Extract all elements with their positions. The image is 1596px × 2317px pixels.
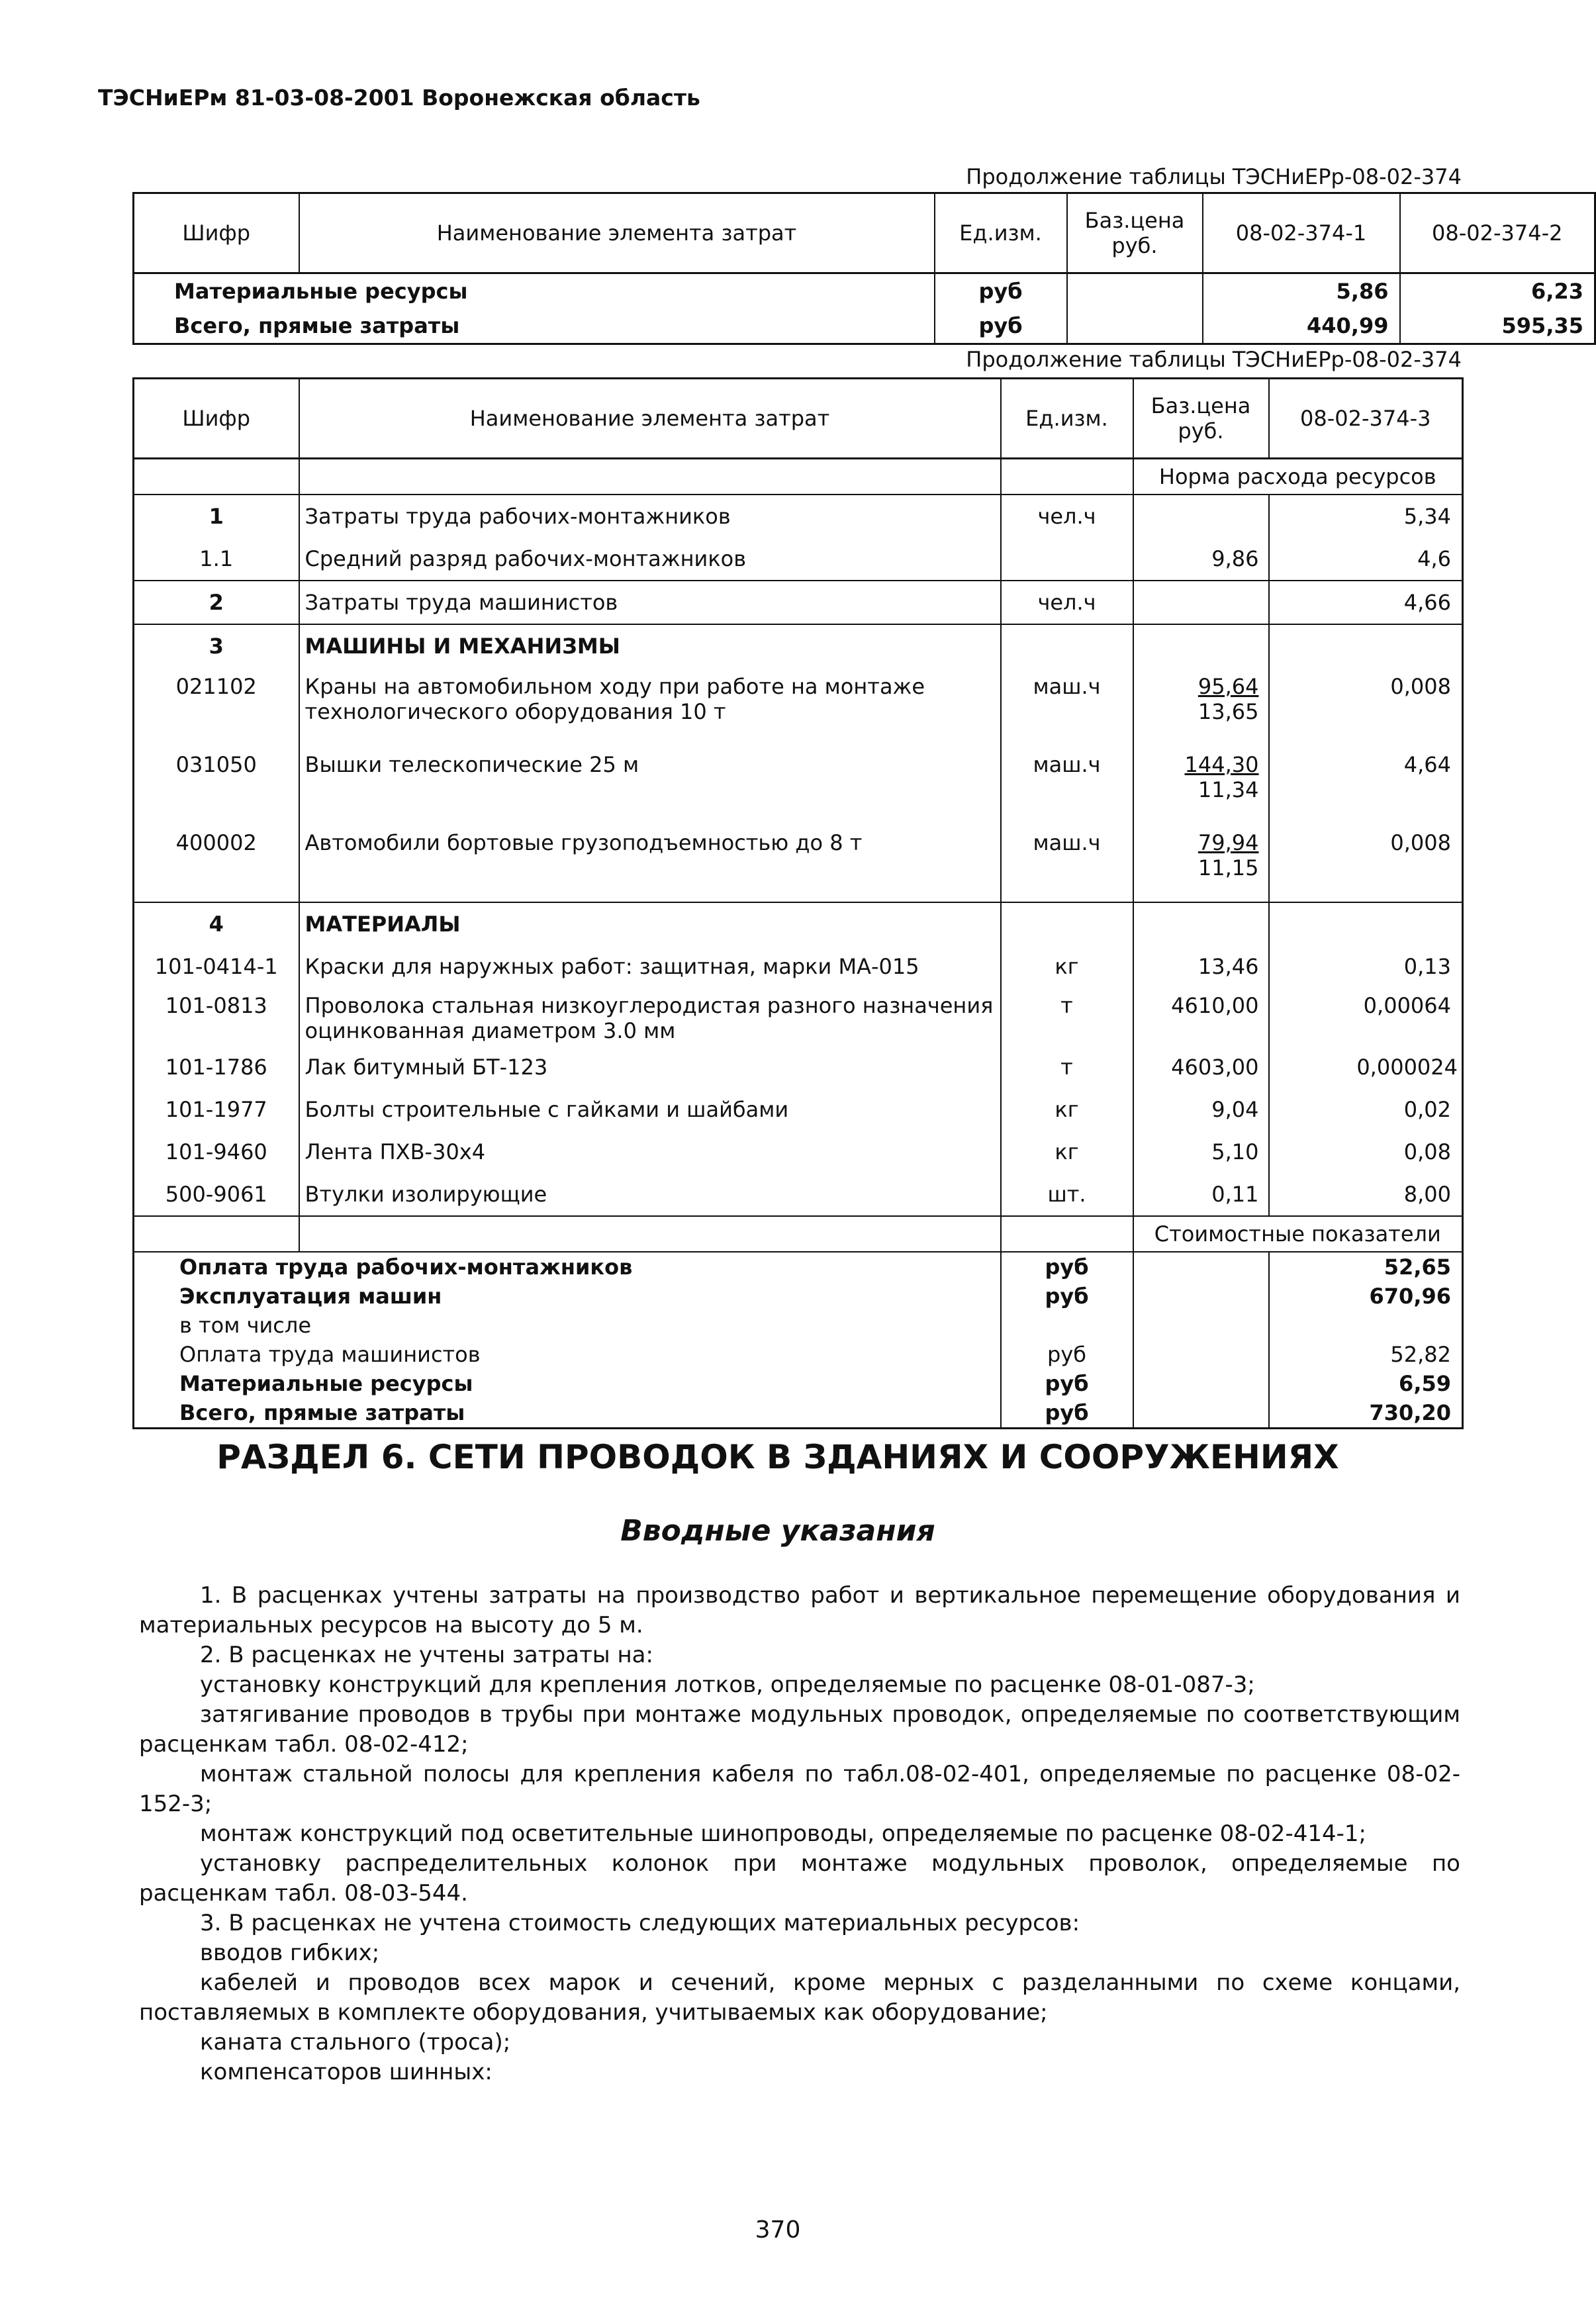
- empty-cell: [1133, 1282, 1269, 1311]
- summary-unit: руб: [1001, 1340, 1133, 1369]
- table1-row-price: [1067, 273, 1203, 309]
- row-value: 0,000024: [1269, 1046, 1463, 1088]
- empty-cell: [1133, 1252, 1269, 1282]
- paragraph: 3. В расценках не учтена стоимость следующих материальных ресурсов:: [200, 1910, 1080, 1936]
- row-value: 5,34: [1269, 495, 1463, 538]
- table1-continuation-note: Продолжение таблицы ТЭСНиЕРр-08-02-374: [966, 164, 1462, 189]
- row-price: [1133, 902, 1269, 945]
- empty-cell: [1133, 1398, 1269, 1429]
- summary-unit: руб: [1001, 1252, 1133, 1282]
- row-code: 2: [134, 581, 299, 624]
- summary-name: Материальные ресурсы: [179, 1371, 473, 1396]
- summary-name: Эксплуатация машин: [179, 1284, 442, 1309]
- table1-header-col1: 08-02-374-1: [1203, 193, 1400, 273]
- table-row: [134, 273, 1595, 309]
- summary-unit: руб: [1001, 1369, 1133, 1398]
- table-row: [134, 902, 1463, 945]
- row-name: МАШИНЫ И МЕХАНИЗМЫ: [299, 624, 1001, 667]
- row-code: 3: [134, 624, 299, 667]
- table1-row-name: Всего, прямые затраты: [174, 313, 460, 338]
- summary-row: [134, 1252, 1463, 1282]
- row-code: 101-1786: [165, 1055, 267, 1080]
- table1-header-row: [134, 193, 1595, 273]
- paragraph: установку распределительных колонок при монтаже модульных проволок, определяемые по расценкам табл. 08-03-544.: [139, 1850, 1460, 1907]
- row-code: 101-1977: [165, 1097, 267, 1122]
- table1-row-unit: руб: [935, 273, 1067, 309]
- row-unit: маш.ч: [1001, 745, 1133, 824]
- summary-unit: [1001, 1311, 1133, 1340]
- row-name: Болты строительные с гайками и шайбами: [299, 1088, 1001, 1131]
- row-name: Втулки изолирующие: [299, 1173, 1001, 1216]
- row-value: 0,008: [1269, 667, 1463, 745]
- row-name: Средний разряд рабочих-монтажников: [299, 538, 1001, 581]
- empty-cell: [134, 1216, 299, 1252]
- row-name: Лента ПХВ-30х4: [299, 1131, 1001, 1173]
- norm-label: Норма расхода ресурсов: [1133, 459, 1463, 495]
- empty-cell: [1001, 459, 1133, 495]
- row-unit: [1001, 902, 1133, 945]
- table2-header-row: [134, 379, 1463, 459]
- row-code: 021102: [175, 674, 257, 699]
- table-row: [134, 745, 1463, 824]
- row-code: 101-0813: [165, 993, 267, 1018]
- summary-row: [134, 1282, 1463, 1311]
- table1-header-col2: 08-02-374-2: [1400, 193, 1595, 273]
- cost-label: Стоимостные показатели: [1133, 1216, 1463, 1252]
- row-code: 031050: [175, 752, 257, 777]
- section-title: РАЗДЕЛ 6. СЕТИ ПРОВОДОК В ЗДАНИЯХ И СООРУЖЕНИЯХ: [216, 1438, 1339, 1476]
- row-price-secondary: 11,15: [1197, 855, 1259, 880]
- row-name: МАТЕРИАЛЫ: [299, 902, 1001, 945]
- row-value: 0,13: [1269, 945, 1463, 988]
- row-price: 13,46: [1133, 945, 1269, 988]
- table-row: [134, 538, 1463, 581]
- summary-row: [134, 1398, 1463, 1429]
- row-unit: маш.ч: [1001, 824, 1133, 902]
- table-row: [134, 495, 1463, 538]
- row-name: Краны на автомобильном ходу при работе на монтаже технологического оборудования 10 т: [299, 667, 1001, 745]
- row-code: 400002: [175, 830, 257, 855]
- row-unit: кг: [1001, 945, 1133, 988]
- paragraph: затягивание проводов в трубы при монтаже модульных проводок, определяемые по соответствующим расценкам табл. 08-02-412;: [139, 1701, 1460, 1758]
- row-value: 0,00064: [1269, 988, 1463, 1046]
- paragraph: установку конструкций для крепления лотков, определяемые по расценке 08-01-087-3;: [200, 1672, 1255, 1698]
- row-unit: чел.ч: [1001, 581, 1133, 624]
- summary-name: Оплата труда машинистов: [179, 1342, 481, 1367]
- row-name: Краски для наружных работ: защитная, марки МА-015: [299, 945, 1001, 988]
- table1-row-unit: руб: [935, 308, 1067, 344]
- document-header: ТЭСНиЕРм 81-03-08-2001 Воронежская область: [98, 85, 700, 111]
- summary-unit: руб: [1001, 1282, 1133, 1311]
- table2-header-code: Шифр: [134, 379, 299, 459]
- row-code: 101-9460: [165, 1139, 267, 1164]
- row-name: Лак битумный БТ-123: [299, 1046, 1001, 1088]
- row-value: 4,66: [1269, 581, 1463, 624]
- summary-name: в том числе: [179, 1313, 311, 1338]
- summary-row: [134, 1369, 1463, 1398]
- paragraph: монтаж конструкций под осветительные шинопроводы, определяемые по расценке 08-02-414-1;: [200, 1820, 1366, 1847]
- row-price: [1133, 745, 1269, 824]
- table-row: [134, 1046, 1463, 1088]
- paragraph: кабелей и проводов всех марок и сечений, кроме мерных с разделанными по схеме концами, поставляемых в комплекте оборудования, учитываемых как оборудование;: [139, 1969, 1460, 2026]
- summary-value: 6,59: [1269, 1369, 1463, 1398]
- row-unit: т: [1001, 1046, 1133, 1088]
- table1-row-v2: 6,23: [1400, 273, 1595, 309]
- table-row: [134, 1131, 1463, 1173]
- row-price: [1133, 624, 1269, 667]
- row-price: [1133, 667, 1269, 745]
- table-row: [134, 1088, 1463, 1131]
- table1-row-v1: 5,86: [1203, 273, 1400, 309]
- empty-cell: [1133, 1369, 1269, 1398]
- table1-header-price: Баз.цена руб.: [1067, 193, 1203, 273]
- row-price-primary: 95,64: [1197, 674, 1259, 699]
- row-unit: [1001, 538, 1133, 581]
- paragraph: 2. В расценках не учтены затраты на:: [200, 1642, 653, 1668]
- summary-value: 730,20: [1269, 1398, 1463, 1429]
- instructions-text: [139, 1581, 1460, 2087]
- table-row: [134, 581, 1463, 624]
- row-price: [1133, 581, 1269, 624]
- row-unit: шт.: [1001, 1173, 1133, 1216]
- row-value: [1269, 902, 1463, 945]
- row-price: [1133, 824, 1269, 902]
- row-price-primary: 79,94: [1197, 830, 1259, 855]
- row-value: 4,6: [1269, 538, 1463, 581]
- row-value: 0,08: [1269, 1131, 1463, 1173]
- page-number: 370: [755, 2216, 801, 2244]
- row-unit: т: [1001, 988, 1133, 1046]
- table1-row-v1: 440,99: [1203, 308, 1400, 344]
- summary-value: 52,82: [1269, 1340, 1463, 1369]
- paragraph: компенсаторов шинных:: [200, 2059, 493, 2085]
- row-price: 0,11: [1133, 1173, 1269, 1216]
- table1-header-name: Наименование элемента затрат: [299, 193, 935, 273]
- row-price: 9,04: [1133, 1088, 1269, 1131]
- row-unit: кг: [1001, 1131, 1133, 1173]
- row-price: [1133, 495, 1269, 538]
- table2-header-price: Баз.цена руб.: [1133, 379, 1269, 459]
- empty-cell: [299, 459, 1001, 495]
- row-value: [1269, 624, 1463, 667]
- row-value: 8,00: [1269, 1173, 1463, 1216]
- empty-cell: [1133, 1340, 1269, 1369]
- row-price: 4610,00: [1133, 988, 1269, 1046]
- row-price-primary: 144,30: [1184, 752, 1259, 777]
- norm-label-row: [134, 459, 1463, 495]
- table1-row-name: Материальные ресурсы: [174, 279, 468, 304]
- row-code: 101-0414-1: [154, 954, 278, 979]
- empty-cell: [1001, 1216, 1133, 1252]
- intro-title: Вводные указания: [620, 1514, 935, 1548]
- row-value: 0,02: [1269, 1088, 1463, 1131]
- table-row: [134, 824, 1463, 902]
- row-name: Проволока стальная низкоуглеродистая разного назначения оцинкованная диаметром 3.0 мм: [299, 988, 1001, 1046]
- row-code: 1.1: [199, 546, 234, 571]
- summary-row: [134, 1340, 1463, 1369]
- summary-unit: руб: [1001, 1398, 1133, 1429]
- table2-header-unit: Ед.изм.: [1001, 379, 1133, 459]
- row-value: 0,008: [1269, 824, 1463, 902]
- paragraph: 1. В расценках учтены затраты на производство работ и вертикальное перемещение оборудования и материальных ресурсов на высоту до 5 м.: [139, 1582, 1460, 1638]
- row-name: Затраты труда машинистов: [299, 581, 1001, 624]
- paragraph: каната стального (троса);: [200, 2029, 511, 2056]
- paragraph: монтаж стальной полосы для крепления кабеля по табл.08-02-401, определяемые по расценке 08-02-152-3;: [139, 1761, 1460, 1817]
- cost-label-row: [134, 1216, 1463, 1252]
- row-price: 5,10: [1133, 1131, 1269, 1173]
- row-price-secondary: 11,34: [1197, 777, 1259, 802]
- row-name: Затраты труда рабочих-монтажников: [299, 495, 1001, 538]
- table-row: [134, 667, 1463, 745]
- table-row: [134, 988, 1463, 1046]
- table-row: [134, 624, 1463, 667]
- row-unit: маш.ч: [1001, 667, 1133, 745]
- row-code: 500-9061: [165, 1182, 267, 1207]
- table1-row-price: [1067, 308, 1203, 344]
- empty-cell: [134, 459, 299, 495]
- summary-value: 670,96: [1269, 1282, 1463, 1311]
- empty-cell: [299, 1216, 1001, 1252]
- table2: [132, 377, 1464, 1429]
- row-price: 4603,00: [1133, 1046, 1269, 1088]
- summary-value: [1269, 1311, 1463, 1340]
- row-unit: [1001, 624, 1133, 667]
- row-name: Автомобили бортовые грузоподъемностью до 8 т: [299, 824, 1001, 902]
- table2-header-col3: 08-02-374-3: [1269, 379, 1463, 459]
- summary-value: 52,65: [1269, 1252, 1463, 1282]
- row-price-secondary: 13,65: [1197, 699, 1259, 724]
- row-price: 9,86: [1133, 538, 1269, 581]
- table-row: [134, 308, 1595, 344]
- table2-header-name: Наименование элемента затрат: [299, 379, 1001, 459]
- row-code: 1: [209, 504, 224, 529]
- table2-continuation-note: Продолжение таблицы ТЭСНиЕРр-08-02-374: [966, 347, 1462, 372]
- table1-header-code: Шифр: [182, 220, 251, 246]
- table1-row-v2: 595,35: [1400, 308, 1595, 344]
- row-unit: чел.ч: [1001, 495, 1133, 538]
- summary-name: Всего, прямые затраты: [179, 1400, 465, 1425]
- table1-header-unit: Ед.изм.: [935, 193, 1067, 273]
- empty-cell: [1133, 1311, 1269, 1340]
- table-row: [134, 1173, 1463, 1216]
- table-row: [134, 945, 1463, 988]
- summary-name: Оплата труда рабочих-монтажников: [179, 1254, 633, 1280]
- row-code: 4: [134, 902, 299, 945]
- row-value: 4,64: [1269, 745, 1463, 824]
- row-unit: кг: [1001, 1088, 1133, 1131]
- row-name: Вышки телескопические 25 м: [299, 745, 1001, 824]
- summary-row: [134, 1311, 1463, 1340]
- paragraph: вводов гибких;: [200, 1940, 380, 1966]
- table1: [132, 192, 1596, 345]
